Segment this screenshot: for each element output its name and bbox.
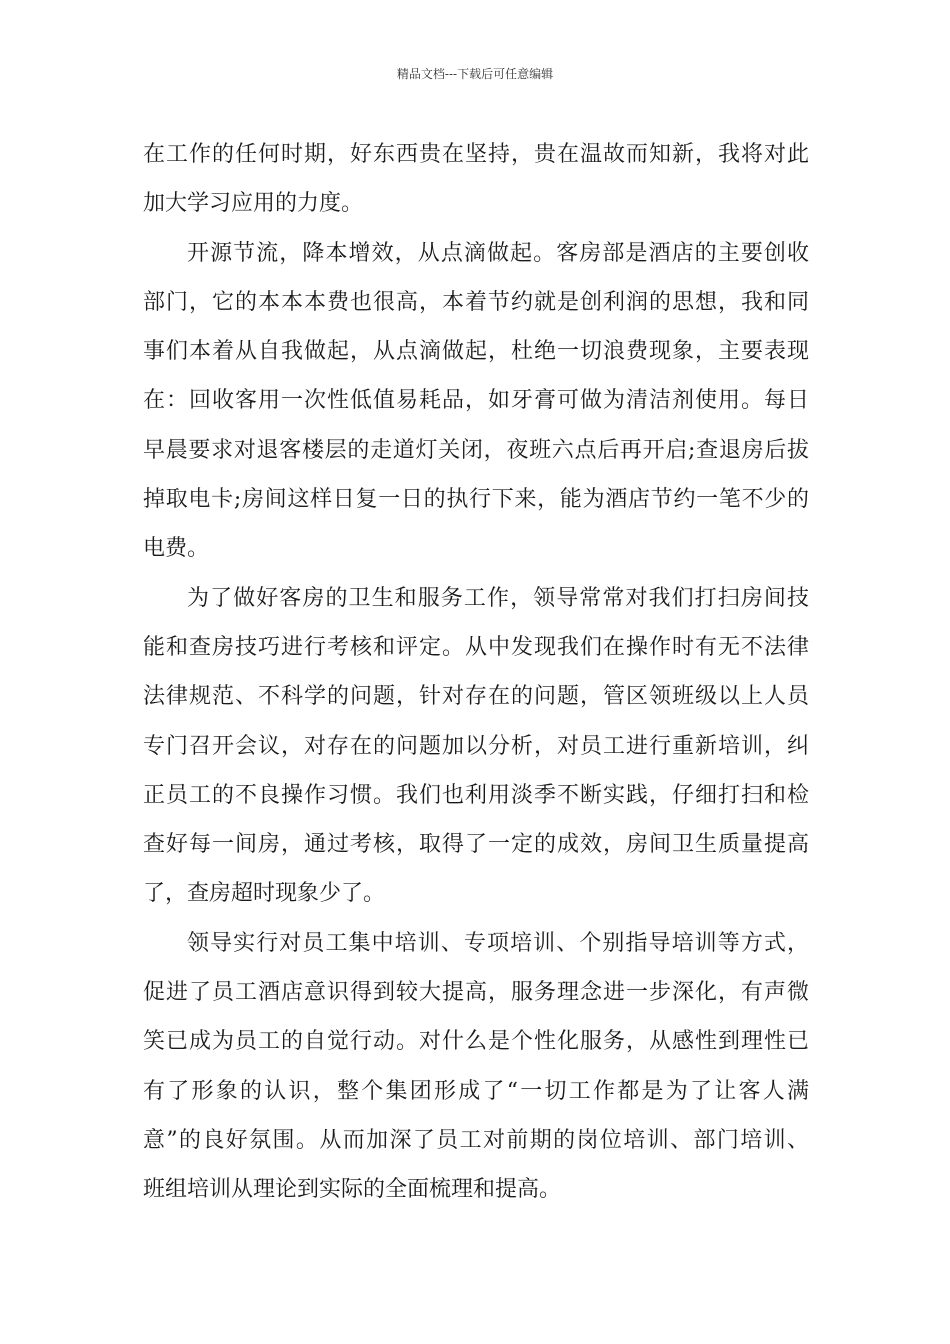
paragraph-3: [143, 574, 809, 919]
text-line: 掉取电卡;房间这样日复一日的执行下来，能为酒店节约一笔不少的: [143, 487, 809, 513]
text-line: 意”的良好氛围。从而加深了员工对前期的岗位培训、部门培训、: [143, 1127, 809, 1153]
text-line: 查好每一间房，通过考核，取得了一定的成效，房间卫生质量提高: [143, 832, 809, 858]
page-header: 精品文档---下载后可任意编辑: [396, 67, 554, 81]
text-line: 加大学习应用的力度。: [143, 191, 364, 217]
text-line: 在工作的任何时期，好东西贵在坚持，贵在温故而知新，我将对此: [143, 142, 809, 167]
text-line: 正员工的不良操作习惯。我们也利用淡季不断实践，仔细打扫和检: [143, 782, 809, 808]
text-line: 早晨要求对退客楼层的走道灯关闭，夜班六点后再开启;查退房后拔: [143, 437, 809, 463]
text-line: 法律规范、不科学的问题，针对存在的问题，管区领班级以上人员: [143, 684, 809, 710]
paragraph-4: [143, 919, 809, 1215]
text-line: 有了形象的认识，整个集团形成了“一切工作都是为了让客人满: [143, 1078, 809, 1104]
text-line: 能和查房技巧进行考核和评定。从中发现我们在操作时有无不法律: [143, 634, 809, 660]
text-line: 促进了员工酒店意识得到较大提高，服务理念进一步深化，有声微: [143, 980, 809, 1006]
document-body: [143, 130, 809, 1215]
paragraph-2: [143, 229, 809, 574]
text-line: 事们本着从自我做起，从点滴做起，杜绝一切浪费现象，主要表现: [143, 339, 809, 365]
text-line: 班组培训从理论到实际的全面梳理和提高。: [143, 1177, 562, 1203]
text-line: 在：回收客用一次性低值易耗品，如牙膏可做为清洁剂使用。每日: [143, 388, 809, 414]
text-line: 为了做好客房的卫生和服务工作，领导常常对我们打扫房间技: [187, 585, 809, 611]
paragraph-1: [143, 130, 809, 229]
text-line: 部门，它的本本本费也很高，本着节约就是创利润的思想，我和同: [143, 289, 809, 315]
text-line: 专门召开会议，对存在的问题加以分析，对员工进行重新培训，纠: [143, 733, 809, 759]
text-line: 开源节流，降本增效，从点滴做起。客房部是酒店的主要创收: [187, 240, 809, 266]
text-line: 电费。: [143, 536, 210, 562]
text-line: 领导实行对员工集中培训、专项培训、个别指导培训等方式，: [187, 930, 809, 956]
text-line: 了，查房超时现象少了。: [143, 881, 386, 907]
text-line: 笑已成为员工的自觉行动。对什么是个性化服务，从感性到理性已: [143, 1029, 809, 1055]
